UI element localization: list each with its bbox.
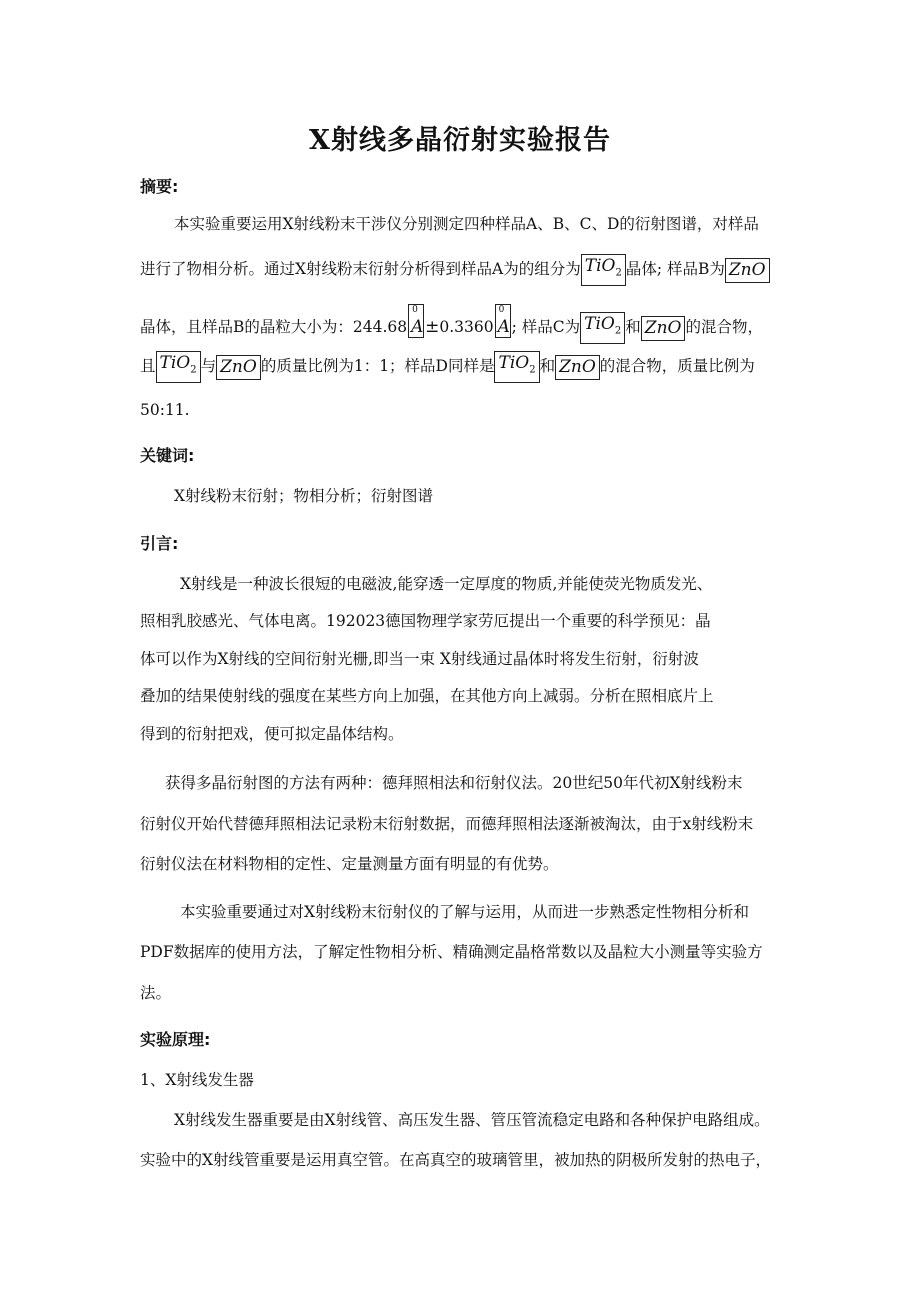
intro-p2-line: 衍射仪法在材料物相的定性、定量测量方面有明显的有优势。 bbox=[140, 855, 559, 873]
abstract-text: 的混合物， bbox=[685, 318, 763, 336]
formula-tio2: TiO$_2$ bbox=[494, 351, 539, 383]
intro-p3-line: 本实验重要通过对X射线粉末衍射仪的了解与运用，从而进一步熟悉定性物相分析和 bbox=[180, 903, 750, 921]
keywords-text: X射线粉末衍射；物相分析；衍射图谱 bbox=[174, 487, 434, 505]
abstract-line-1: 本实验重要运用X射线粉末干涉仪分别测定四种样品A、B、C、D的衍射图谱，对样品 bbox=[174, 215, 759, 233]
intro-p2-line: 衍射仪开始代替德拜照相法记录粉末衍射数据，而德拜照相法逐渐被淘汰，由于x射线粉末 bbox=[140, 815, 754, 833]
abstract-text: 和 bbox=[625, 318, 641, 336]
formula-zno: ZnO bbox=[555, 355, 600, 380]
formula-zno: ZnO bbox=[641, 316, 686, 341]
abstract-text: 0.3360 bbox=[439, 318, 494, 336]
intro-p2-line: 获得多晶衍射图的方法有两种：德拜照相法和衍射仪法。20世纪50年代初X射线粉末 bbox=[165, 774, 743, 792]
formula-tio2: TiO$_2$ bbox=[580, 312, 625, 344]
principle-heading: 实验原理: bbox=[140, 1030, 211, 1049]
formula-zno: ZnO bbox=[216, 355, 261, 380]
intro-p1-line: 叠加的结果使射线的强度在某些方向上加强，在其他方向上减弱。分析在照相底片上 bbox=[140, 687, 714, 705]
intro-p1-line: 照相乳胶感光、气体电离。192023德国物理学家劳厄提出一个重要的科学预见：晶 bbox=[140, 612, 711, 630]
principle-p1-line: X射线发生器重要是由X射线管、高压发生器、管压管流稳定电路和各种保护电路组成。 bbox=[174, 1111, 770, 1129]
abstract-text: ; 样品C为 bbox=[511, 318, 581, 336]
intro-p3-line: PDF数据库的使用方法，了解定性物相分析、精确测定晶格常数以及晶粒大小测量等实验方 bbox=[140, 943, 763, 961]
angstrom-symbol: 0 A bbox=[495, 304, 511, 338]
intro-p3-line: 法。 bbox=[140, 984, 172, 1002]
principle-subheading: 1、X射线发生器 bbox=[140, 1071, 254, 1089]
keywords-heading: 关键词: bbox=[140, 446, 195, 465]
abstract-line-4 bbox=[140, 351, 755, 383]
abstract-line-2 bbox=[140, 254, 770, 286]
abstract-text: 且 bbox=[140, 357, 156, 376]
angstrom-symbol: 0 A bbox=[408, 304, 424, 338]
formula-zno: ZnO bbox=[725, 258, 770, 283]
intro-p1-line: 体可以作为X射线的空间衍射光栅,即当一束 X射线通过晶体时将发生衍射，衍射波 bbox=[140, 650, 699, 668]
report-title: X射线多晶衍射实验报告 bbox=[309, 125, 611, 156]
formula-tio2: TiO$_2$ bbox=[156, 351, 201, 383]
abstract-heading: 摘要: bbox=[140, 177, 179, 196]
intro-heading: 引言: bbox=[140, 534, 179, 553]
abstract-text: 和 bbox=[539, 357, 556, 376]
abstract-text: 进行了物相分析。通过X射线粉末衍射分析得到样品A为的组分为 bbox=[140, 260, 581, 279]
principle-p1-line: 实验中的X射线管重要是运用真空管。在高真空的玻璃管里，被加热的阴极所发射的热电子， bbox=[140, 1151, 772, 1169]
intro-p1-line: 得到的衍射把戏，便可拟定晶体结构。 bbox=[140, 725, 404, 743]
plus-minus: ± bbox=[425, 317, 440, 337]
abstract-text: 晶体，且样品B的晶粒大小为：244.68 bbox=[140, 318, 408, 336]
abstract-text: 的质量比例为1：1；样品D同样是 bbox=[260, 357, 495, 376]
formula-tio2: TiO$_2$ bbox=[581, 254, 626, 286]
abstract-text: 晶体; 样品B为 bbox=[625, 260, 725, 279]
abstract-line-3 bbox=[140, 304, 763, 344]
abstract-text: 的混合物，质量比例为 bbox=[599, 357, 755, 376]
abstract-text: 与 bbox=[200, 357, 217, 376]
abstract-line-5: 50:11. bbox=[140, 401, 190, 419]
intro-p1-line: X射线是一种波长很短的电磁波,能穿透一定厚度的物质,并能使荧光物质发光、 bbox=[180, 575, 713, 593]
